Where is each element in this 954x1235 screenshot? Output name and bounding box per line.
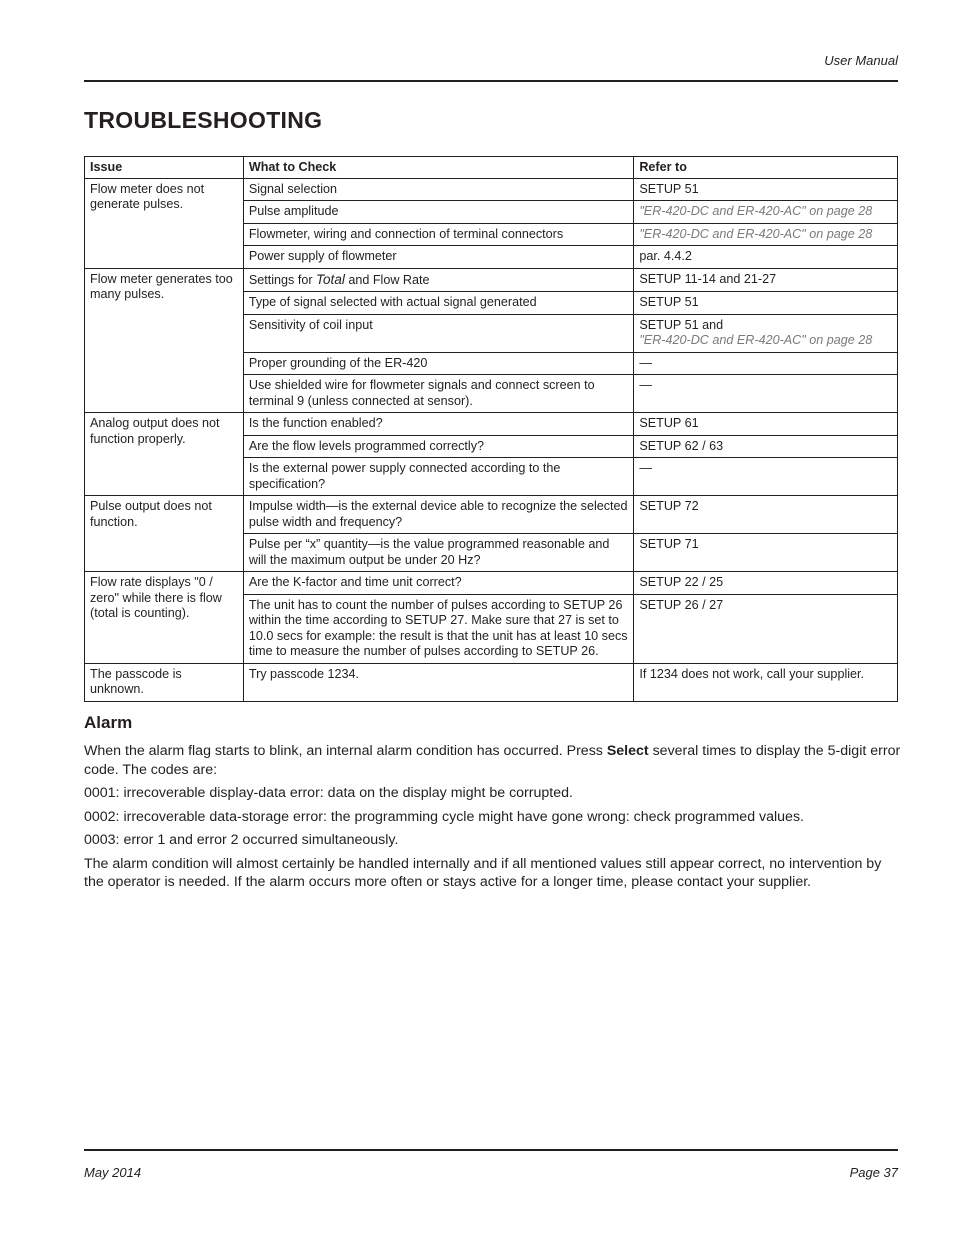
- refer-text: SETUP 62 / 63: [639, 438, 724, 453]
- what-to-check-cell: Power supply of flowmeter: [243, 246, 633, 269]
- what-to-check-cell: The unit has to count the number of pulses according to SETUP 26 within the time according to SETUP 27. Make sure that 27 is set to 10.0 secs for example: the result is that the unit has at least 10 secs time to measure the number of pulses according to SETUP 26.: [243, 594, 633, 663]
- refer-text: —: [639, 461, 652, 475]
- table-row: [85, 268, 898, 292]
- refer-text: SETUP 11-14 and 21-27: [639, 271, 777, 286]
- what-to-check-cell: Pulse per “x” quantity—is the value programmed reasonable and will the maximum output be under 20 Hz?: [243, 534, 633, 572]
- issue-cell: Pulse output does not function.: [85, 496, 244, 572]
- column-header-refer-to: Refer to: [634, 157, 898, 179]
- refer-to-cell: [634, 178, 898, 201]
- refer-link: "ER-420-DC and ER-420-AC" on page 28: [639, 226, 873, 241]
- refer-text: SETUP 51: [639, 295, 699, 309]
- footer-date: May 2014: [84, 1165, 142, 1180]
- alarm-body: [84, 742, 904, 897]
- table-row: [85, 178, 898, 201]
- refer-text: —: [639, 378, 652, 392]
- refer-text: SETUP 72: [639, 499, 699, 513]
- issue-cell: Analog output does not function properly.: [85, 413, 244, 496]
- what-to-check-cell: Type of signal selected with actual signal generated: [243, 292, 633, 315]
- alarm-intro-before: When the alarm flag starts to blink, an internal alarm condition has occurred. Press: [84, 743, 607, 759]
- what-to-check-cell: [243, 268, 633, 292]
- what-to-check-cell: Is the external power supply connected according to the specification?: [243, 458, 633, 496]
- table-header-row: [85, 157, 898, 179]
- refer-to-cell: [634, 496, 898, 534]
- refer-text: SETUP 51 and: [639, 317, 724, 332]
- refer-text: SETUP 51: [639, 181, 699, 196]
- alarm-intro: [84, 742, 904, 779]
- footer-page-number: Page 37: [849, 1165, 898, 1180]
- what-to-check-cell: Pulse amplitude: [243, 201, 633, 224]
- refer-text: SETUP 71: [639, 537, 699, 551]
- what-to-check-cell: Signal selection: [243, 178, 633, 201]
- check-italic-term: Total: [316, 271, 345, 287]
- refer-to-cell: [634, 201, 898, 224]
- error-code-0002: 0002: irrecoverable data-storage error: the programming cycle might have gone wrong: check programmed values.: [84, 808, 804, 825]
- refer-text: If 1234 does not work, call your supplier.: [639, 666, 865, 681]
- refer-to-cell: [634, 663, 898, 701]
- table-row: [85, 496, 898, 534]
- what-to-check-cell: Impulse width—is the external device able to recognize the selected pulse width and frequency?: [243, 496, 633, 534]
- what-to-check-cell: Proper grounding of the ER-420: [243, 352, 633, 375]
- check-text: and Flow Rate: [344, 272, 430, 287]
- alarm-closing: The alarm condition will almost certainly be handled internally and if all mentioned values still appear correct, no intervention by the operator is needed. If the alarm occurs more often or stays active for a longer time, please contact your supplier.: [84, 855, 882, 890]
- page-title: TROUBLESHOOTING: [84, 107, 323, 133]
- refer-to-cell: [634, 223, 898, 246]
- refer-to-cell: [634, 292, 898, 315]
- refer-text: —: [639, 355, 652, 370]
- what-to-check-cell: Are the K-factor and time unit correct?: [243, 572, 633, 595]
- refer-text: par. 4.4.2: [639, 249, 692, 263]
- header-rule: [84, 80, 898, 82]
- header-label: User Manual: [824, 53, 898, 68]
- what-to-check-cell: Sensitivity of coil input: [243, 314, 633, 352]
- select-keyword: Select: [606, 743, 649, 759]
- refer-text: SETUP 61: [639, 416, 699, 430]
- what-to-check-cell: Are the flow levels programmed correctly?: [243, 435, 633, 458]
- refer-to-cell: [634, 458, 898, 496]
- refer-link: "ER-420-DC and ER-420-AC" on page 28: [639, 204, 873, 218]
- check-text: Settings for: [248, 272, 317, 287]
- refer-to-cell: [634, 314, 898, 352]
- footer-rule: [84, 1149, 898, 1151]
- issue-cell: The passcode is unknown.: [85, 663, 244, 701]
- troubleshooting-table: [84, 156, 898, 702]
- what-to-check-cell: Use shielded wire for flowmeter signals and connect screen to terminal 9 (unless connected at sensor).: [243, 375, 633, 413]
- refer-link: "ER-420-DC and ER-420-AC" on page 28: [639, 333, 873, 347]
- refer-to-cell: [634, 435, 898, 458]
- refer-text: SETUP 22 / 25: [639, 575, 724, 589]
- what-to-check-cell: Flowmeter, wiring and connection of terminal connectors: [243, 223, 633, 246]
- table-row: [85, 413, 898, 436]
- refer-to-cell: [634, 572, 898, 595]
- table-row: [85, 572, 898, 595]
- refer-to-cell: [634, 594, 898, 663]
- what-to-check-cell: Try passcode 1234.: [243, 663, 633, 701]
- error-code-0003: 0003: error 1 and error 2 occurred simultaneously.: [84, 832, 399, 848]
- table-row: [85, 663, 898, 701]
- alarm-heading: Alarm: [84, 713, 133, 732]
- issue-cell: Flow meter generates too many pulses.: [85, 268, 244, 413]
- issue-cell: Flow rate displays "0 / zero" while there is flow (total is counting).: [85, 572, 244, 664]
- issue-cell: Flow meter does not generate pulses.: [85, 178, 244, 268]
- refer-to-cell: [634, 268, 898, 292]
- refer-text: SETUP 26 / 27: [639, 597, 724, 612]
- error-code-0001: 0001: irrecoverable display-data error: data on the display might be corrupted.: [84, 785, 573, 801]
- column-header-what-to-check: What to Check: [243, 157, 633, 179]
- refer-to-cell: [634, 534, 898, 572]
- alarm-intro-after: several times to display the 5-digit error code. The codes are:: [84, 743, 901, 778]
- refer-to-cell: [634, 375, 898, 413]
- refer-to-cell: [634, 413, 898, 436]
- column-header-issue: Issue: [85, 157, 244, 179]
- table-body: [85, 178, 898, 701]
- what-to-check-cell: Is the function enabled?: [243, 413, 633, 436]
- refer-to-cell: [634, 246, 898, 269]
- refer-to-cell: [634, 352, 898, 375]
